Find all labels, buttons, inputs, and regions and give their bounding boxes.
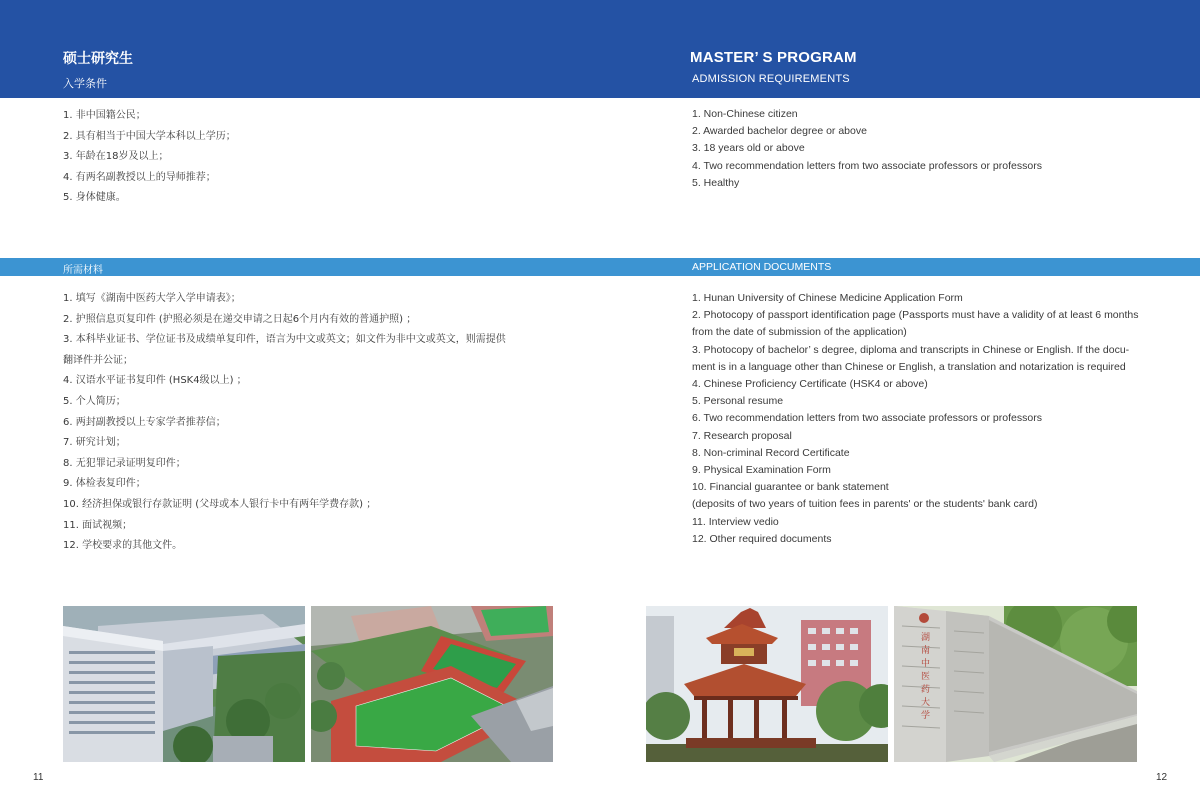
subtitle-cn: 入学条件 <box>63 77 107 90</box>
list-item: 6. 两封副教授以上专家学者推荐信； <box>63 416 226 428</box>
list-item: 3. 年龄在18岁及以上； <box>63 151 169 163</box>
list-item: 1. 填写《湖南中医药大学入学申请表》； <box>63 293 241 304</box>
list-item: 4. 有两名副教授以上的导师推荐； <box>63 171 216 183</box>
list-item: 2. Awarded bachelor degree or above <box>692 125 867 138</box>
requirements-en-list <box>692 106 1042 192</box>
list-item: 翻译件并公证； <box>63 354 133 366</box>
stone-wall-photo <box>894 606 1137 762</box>
list-item: 12. 学校要求的其他文件。 <box>63 540 183 552</box>
sports-field-photo <box>311 606 553 762</box>
list-item: 10. Financial guarantee or bank statement <box>692 481 889 494</box>
list-item: 2. 护照信息页复印件 (护照必须是在递交申请之日起6个月内有效的普通护照) ； <box>63 313 417 325</box>
list-item: 4. 汉语水平证书复印件 (HSK4级以上) ； <box>63 375 247 387</box>
list-item: 4. Chinese Proficiency Certificate (HSK4 or above) <box>692 378 928 391</box>
list-item: 10. 经济担保或银行存款证明 (父母或本人银行卡中有两年学费存款) ； <box>63 498 377 510</box>
list-item: ment is in a language other than Chinese or English, a translation and notarization is required <box>692 360 1126 373</box>
list-item: 8. Non-criminal Record Certificate <box>692 446 850 459</box>
list-item: 1. Non-Chinese citizen <box>692 108 798 120</box>
page-number-left: 11 <box>33 772 44 783</box>
list-item: 4. Two recommendation letters from two associate professors or professors <box>692 159 1042 172</box>
documents-band <box>0 258 1200 276</box>
list-item: 2. 具有相当于中国大学本科以上学历； <box>63 130 236 142</box>
documents-en-list <box>692 290 1139 548</box>
list-item: 9. Physical Examination Form <box>692 464 831 477</box>
title-cn: 硕士研究生 <box>63 51 133 67</box>
list-item: 12. Other required documents <box>692 532 832 545</box>
list-item: 11. Interview vedio <box>692 515 779 528</box>
list-item: 5. 身体健康。 <box>63 192 126 204</box>
page-number-right: 12 <box>1156 772 1168 783</box>
list-item: 1. 非中国籍公民； <box>63 110 146 121</box>
campus-buildings-photo <box>63 606 305 762</box>
list-item: 5. Personal resume <box>692 395 784 408</box>
subtitle-en: ADMISSION REQUIREMENTS <box>692 73 850 85</box>
title-en: MASTER’ S PROGRAM <box>690 49 857 66</box>
list-item: 3. 18 years old or above <box>692 142 805 155</box>
svg-text:湖南中医药大学: 湖南中医药大学 <box>919 632 929 723</box>
wall-seal-text <box>919 631 930 723</box>
list-item: 9. 体检表复印件； <box>63 478 146 490</box>
documents-heading-cn: 所需材料 <box>63 265 103 276</box>
documents-heading-en: APPLICATION DOCUMENTS <box>692 261 832 273</box>
list-item: 11. 面试视频； <box>63 519 133 531</box>
list-item: 6. Two recommendation letters from two associate professors or professors <box>692 412 1042 425</box>
list-item: 2. Photocopy of passport identification page (Passports must have a validity of at least 6 months <box>692 309 1139 322</box>
requirements-cn-list <box>63 106 236 209</box>
pavilion-photo <box>646 606 888 762</box>
list-item: 8. 无犯罪记录证明复印件； <box>63 457 186 469</box>
list-item: 5. 个人简历； <box>63 395 126 407</box>
list-item: 3. Photocopy of bachelor’ s degree, diploma and transcripts in Chinese or English. If the docu- <box>692 343 1130 356</box>
list-item: 5. Healthy <box>692 176 740 189</box>
list-item: 7. Research proposal <box>692 429 792 442</box>
list-item: 7. 研究计划； <box>63 437 126 449</box>
list-item: 1. Hunan University of Chinese Medicine Application Form <box>692 292 963 304</box>
list-item: from the date of submission of the application) <box>692 326 907 339</box>
list-item: (deposits of two years of tuition fees in parents' or the students' bank card) <box>692 498 1038 511</box>
header-band <box>0 0 1200 98</box>
documents-cn-list <box>63 289 506 557</box>
list-item: 3. 本科毕业证书、学位证书及成绩单复印件，语言为中文或英文；如文件为非中文或英文，则需提供 <box>63 334 506 346</box>
